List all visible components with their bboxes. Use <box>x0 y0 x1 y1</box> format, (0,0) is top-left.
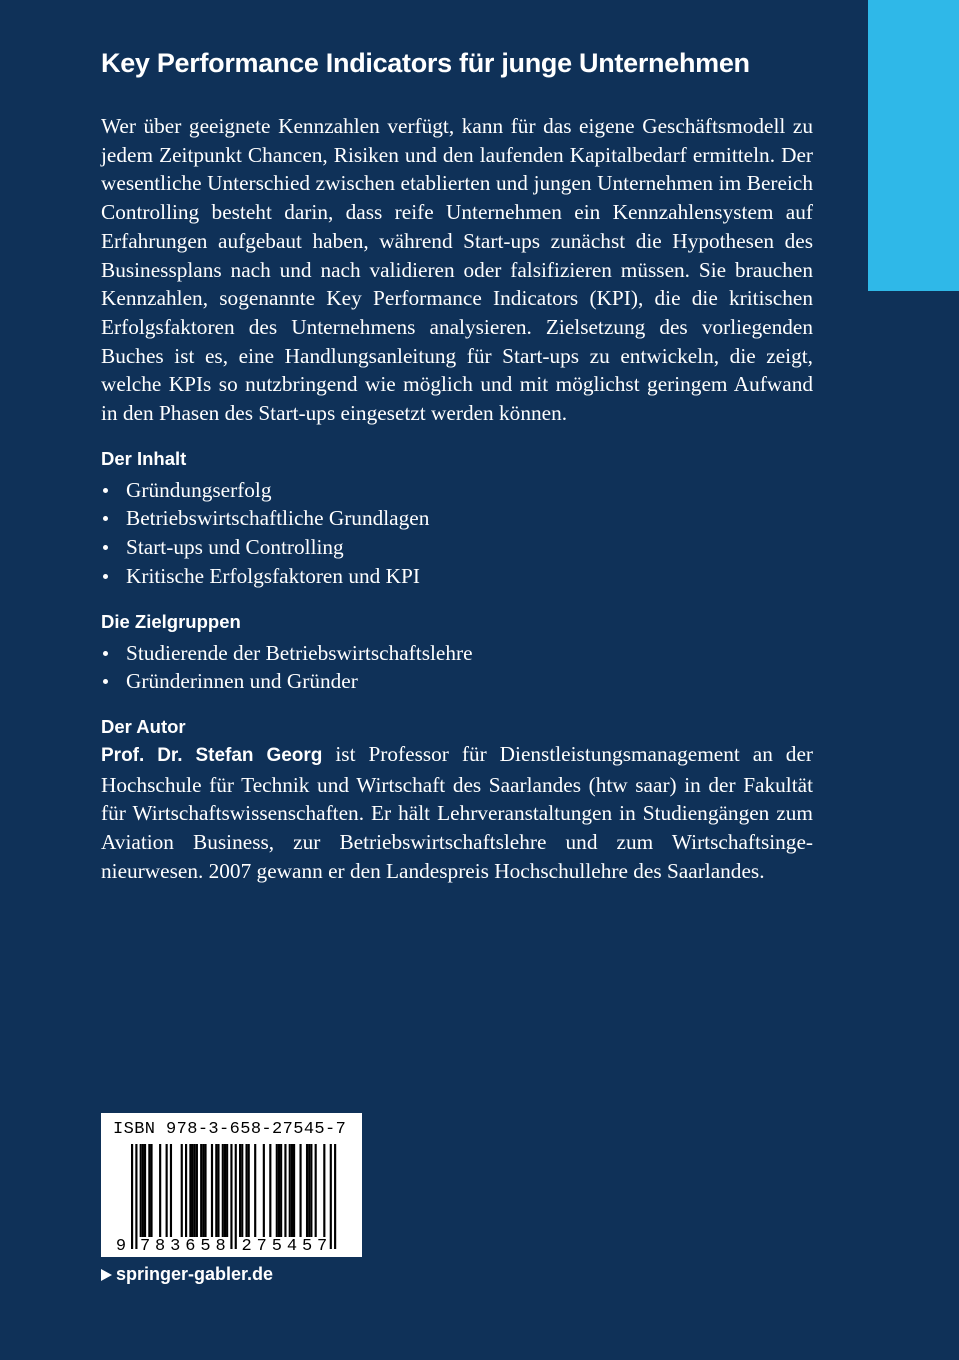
content-heading: Der Inhalt <box>101 447 187 469</box>
barcode-digit: 2 <box>241 1237 252 1256</box>
barcode-bar <box>185 1144 187 1237</box>
barcode-bar <box>135 1144 137 1249</box>
barcode-digit: 4 <box>286 1237 298 1256</box>
barcode-bar <box>254 1144 256 1237</box>
barcode-bar <box>159 1144 161 1237</box>
list-item-label: Betriebswirtschaftliche Grundlagen <box>126 506 430 531</box>
list-item-label: Kritische Erfolgsfaktoren und KPI <box>126 563 420 588</box>
list-item <box>101 533 813 562</box>
barcode-bar <box>235 1144 237 1249</box>
barcode-bar <box>315 1144 317 1237</box>
barcode-bar <box>202 1144 204 1237</box>
barcode-bar <box>291 1144 293 1237</box>
bullet-icon <box>103 679 108 684</box>
accent-tab <box>868 0 959 291</box>
barcode-bar <box>166 1144 168 1237</box>
barcode-digit: 7 <box>256 1237 267 1256</box>
publisher-link[interactable] <box>101 1262 273 1286</box>
barcode-bar <box>280 1144 282 1237</box>
back-cover-content <box>101 44 813 885</box>
bullet-icon <box>103 574 108 579</box>
barcode-bar <box>215 1144 217 1237</box>
book-title: Key Performance Indicators für junge Unternehmen <box>101 48 750 78</box>
barcode-bar <box>191 1144 193 1237</box>
publisher-url: springer-gabler.de <box>116 1264 274 1284</box>
barcode-bar <box>200 1144 202 1237</box>
barcode-digit: 3 <box>170 1237 181 1256</box>
list-item <box>101 476 813 505</box>
author-bio <box>101 740 813 886</box>
barcode-digit: 8 <box>215 1237 226 1256</box>
barcode-bar <box>150 1144 152 1237</box>
barcode-bar <box>148 1144 150 1237</box>
author-heading: Der Autor <box>101 715 186 737</box>
list-item-label: Gründungserfolg <box>126 477 272 502</box>
list-item <box>101 504 813 533</box>
barcode-digit: 8 <box>155 1237 166 1256</box>
bullet-icon <box>103 516 108 521</box>
barcode-bar <box>181 1144 183 1237</box>
book-description: Wer über geeignete Kennzahlen verfügt, kann für das eigene Geschäftsmodell zu jedem Zeitpunkt Chancen, Risiken und den laufenden Kapitalbedarf ermitteln. Der wesentliche Unterschied zwischen etablierten und jungen Unternehmen im Bereich Controlling besteht darin, dass reife Unternehmen ein Kennzahlensystem auf Erfahrungen aufgebaut haben, während Start-ups zunächst die Hypothesen des Businessplans nach und nach validieren oder falsifizieren müssen. Sie brauchen Kennzahlen, sogenannte Key Performance Indicators (KPI), die die kritischen Erfolgsfaktoren des Unternehmens analysieren. Zielsetzung des vorliegenden Buches ist es, eine Handlungsanleitung für Start-ups zu entwickeln, die zeigt, welche KPIs so nutzbringend wie möglich und mit möglichst geringem Aufwand in den Phasen des Start-ups eingesetzt werden können. <box>101 114 813 426</box>
list-item <box>101 639 813 668</box>
barcode-bar <box>284 1144 286 1237</box>
barcode-digit: 7 <box>317 1237 328 1256</box>
barcode-bar <box>278 1144 280 1237</box>
author-name: Prof. Dr. Stefan Georg <box>101 744 323 766</box>
barcode-bar <box>224 1144 226 1237</box>
barcode-bar <box>222 1144 224 1237</box>
content-list <box>101 476 813 591</box>
audience-section <box>101 609 813 696</box>
barcode-digit: 5 <box>271 1237 282 1256</box>
list-item <box>101 667 813 696</box>
barcode-bar <box>226 1144 228 1237</box>
isbn-barcode <box>101 1113 362 1257</box>
list-item-label: Gründerinnen und Gründer <box>126 669 358 694</box>
barcode-bar <box>334 1144 336 1249</box>
bullet-icon <box>103 545 108 550</box>
barcode-bar <box>230 1144 232 1249</box>
barcode-bar <box>204 1144 206 1237</box>
barcode-bar <box>189 1144 191 1237</box>
barcode-bar <box>269 1144 271 1237</box>
triangle-arrow-icon <box>101 1269 112 1281</box>
bullet-icon <box>103 651 108 656</box>
barcode-digit: 7 <box>139 1237 151 1256</box>
barcode-bar <box>276 1144 278 1237</box>
list-item <box>101 562 813 591</box>
barcode-digit: 9 <box>115 1237 127 1256</box>
barcode-bar <box>194 1144 196 1237</box>
barcode-bar <box>310 1144 312 1237</box>
barcode-bar <box>217 1144 219 1237</box>
barcode-bar <box>306 1144 308 1237</box>
barcode-bar <box>131 1144 133 1249</box>
barcode-bar <box>330 1144 332 1249</box>
barcode-bar <box>170 1144 172 1237</box>
audience-list <box>101 639 813 696</box>
list-item-label: Start-ups und Controlling <box>126 535 344 560</box>
barcode-bar <box>323 1144 325 1237</box>
author-section <box>101 714 813 886</box>
barcode-bar <box>293 1144 295 1237</box>
barcode-bar <box>144 1144 146 1237</box>
barcode-bar <box>263 1144 265 1237</box>
barcode-bar <box>308 1144 310 1237</box>
barcode-digit: 6 <box>185 1237 196 1256</box>
barcode-bar <box>289 1144 291 1237</box>
barcode-bar <box>239 1144 241 1237</box>
bullet-icon <box>103 488 108 493</box>
barcode-bar <box>140 1144 142 1237</box>
barcode-digit: 5 <box>301 1237 313 1256</box>
author-bio-text: ist Professor für Dienstleistungsmanagement an der Hochschule für Technik und Wirtschaft des Saarlandes (htw saar) in der Fakultät für Wirtschaftswissenschaften. Er hält Lehrveranstaltungen in Studiengängen zum Aviation Business, zur Betriebswirtschaftslehre und zum Wirtschaftsingenieurwesen. 2007 gewann er den Landespreis Hochschullehre des Saarlandes. <box>101 741 813 883</box>
barcode-bar <box>248 1144 250 1237</box>
audience-heading: Die Zielgruppen <box>101 610 241 632</box>
barcode-bar <box>142 1144 144 1237</box>
barcode-bar <box>299 1144 301 1237</box>
barcode-bar <box>241 1144 243 1237</box>
content-section <box>101 446 813 591</box>
barcode-digit: 5 <box>200 1237 211 1256</box>
barcode-bar <box>245 1144 247 1237</box>
barcode-bar <box>211 1144 213 1237</box>
barcode-bar <box>196 1144 198 1237</box>
isbn-label: ISBN 978-3-658-27545-7 <box>113 1120 347 1139</box>
list-item-label: Studierende der Betriebswirtschaftslehre <box>126 640 473 665</box>
